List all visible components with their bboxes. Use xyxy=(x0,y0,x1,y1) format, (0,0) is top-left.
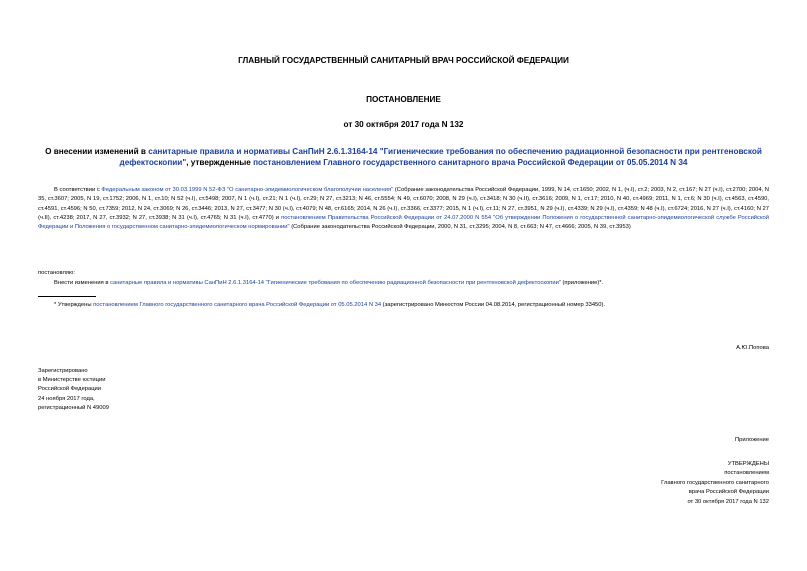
title-link-sanpin[interactable]: санитарные правила и нормативы СанПиН 2.6.1.3164-14 "Гигиенические требования по обеспечению радиационной безопасности при рентгеновской дефектоскопии" xyxy=(119,147,762,167)
footnote-prefix: * Утверждены xyxy=(54,302,94,308)
approval-line: постановлением xyxy=(724,470,769,477)
document-title xyxy=(38,146,769,168)
registration-line: Зарегистрировано xyxy=(38,368,88,374)
approval-line: УТВЕРЖДЕНЫ xyxy=(727,461,769,467)
operative-prefix: Внести изменения в xyxy=(54,280,111,286)
footnote-suffix: (зарегистрировано Минюстом России 04.08.2014, регистрационный номер 33450). xyxy=(381,302,606,308)
appendix-label: Приложение xyxy=(734,437,769,443)
preamble-citations-2: (Собрание законодательства Российской Федерации, 2000, N 31, ст.3295; 2004, N 8, ст.663; N 47, ст.4666; 2005, N 39, ст.3953) xyxy=(289,224,631,231)
footnote-link[interactable]: постановлением Главного государственного санитарного врача Российской Федерации от 05.05.2014 N 34 xyxy=(93,302,382,308)
approval-line: Главного государственного санитарного xyxy=(661,479,769,486)
document-date-number: от 30 октября 2017 года N 132 xyxy=(343,120,464,129)
sanpin-link[interactable]: санитарные правила и нормативы СанПиН 2.6.1.3164-14 "Гигиенические требования по обеспечению радиационной безопасности при рентгеновской дефектоскопии" xyxy=(110,280,561,286)
preamble-citations: (Собрание законодательства Российской Федерации, 1999, N 14, ст.1650; 2002, N 1, (ч.I), ст.2; 2003, N 2, ст.167; N 27 (ч.I), ст.2700; 2004, N 35, ст.3607; 2005, N 19, ст.1752; 2006, N 1, ст.10; N 52 (ч.I), ст.5498; 2007, N 1 (ч.I), ст.21; N 1 (ч.I), ст.29; N 27, ст.3213; N 46, ст.5554; N 49, ст.6070; 2008, N 29 (ч.I), ст.3418; N 30 (ч.II), ст.3616; 2009, N 1, ст.17; 2010, N 40, ст.4969; 2011, N 1, ст.6; N 30 (ч.I), ст.4563, ст.4590, ст.4591, ст.4596; N 50, ст.7359; 2012, N 24, ст.3069; N 26, ст.3446; 2013, N 27, ст.3477; N 30 (ч.I), ст.4079; N 48, ст.6165; 2014, N 26 (ч.I), ст.3366, ст.3377; 2015, N 1 (ч.I), ст.11; N 27, ст.3951, N 29 (ч.I), ст.4339; N 29 (ч.I), ст.4359; N 48 (ч.I), ст.6724; 2016, N 27 (ч.I), ст.4160; N 27 (ч.II), ст.4238; 2017, N 27, ст.3932; N 27, ст.3938; N 31 (ч.I), ст.4765; N 31 (ч.I), ст.4770) и xyxy=(38,187,769,221)
footnote-separator xyxy=(38,296,96,297)
federal-law-link[interactable]: Федеральным законом от 30.03.1999 N 52-ФЗ "О санитарно-эпидемиологическом благополучии населения" xyxy=(101,187,394,193)
signatory-name: А.Ю.Попова xyxy=(736,345,769,351)
registration-line: 24 ноября 2017 года, xyxy=(38,395,95,402)
title-middle: , утвержденные xyxy=(186,158,254,167)
footnote xyxy=(54,301,605,310)
title-prefix: О внесении изменений в xyxy=(45,147,149,156)
issuing-authority: ГЛАВНЫЙ ГОСУДАРСТВЕННЫЙ САНИТАРНЫЙ ВРАЧ РОССИЙСКОЙ ФЕДЕРАЦИИ xyxy=(238,56,569,65)
operative-paragraph xyxy=(54,279,603,288)
approval-line: врача Российской Федерации xyxy=(688,489,769,496)
registration-line: регистрационный N 49009 xyxy=(38,404,109,411)
registration-line: Российской Федерации xyxy=(38,386,102,393)
registration-line: в Министерстве юстиции xyxy=(38,377,106,384)
registration-block xyxy=(38,367,109,413)
operative-suffix: (приложение)*. xyxy=(560,280,604,286)
approval-line: от 30 октября 2017 года N 132 xyxy=(687,498,769,505)
approval-block xyxy=(661,460,769,507)
government-decree-link[interactable]: постановлением Правительства Российской Федерации от 24.07.2000 N 554 "Об утверждении Положения о государственной санитарно-эпидемиологической службе Российской Федерации и Положения о государственном санитарно-эпидемиологическом нормировании" xyxy=(38,214,770,231)
document-type: ПОСТАНОВЛЕНИЕ xyxy=(366,95,441,104)
preamble-prefix: В соответствии с xyxy=(54,187,102,193)
preamble-paragraph xyxy=(38,186,769,232)
title-link-resolution[interactable]: постановлением Главного государственного санитарного врача Российской Федерации от 05.05.2014 N 34 xyxy=(253,158,688,167)
resolve-text: постановляю: xyxy=(38,270,75,276)
